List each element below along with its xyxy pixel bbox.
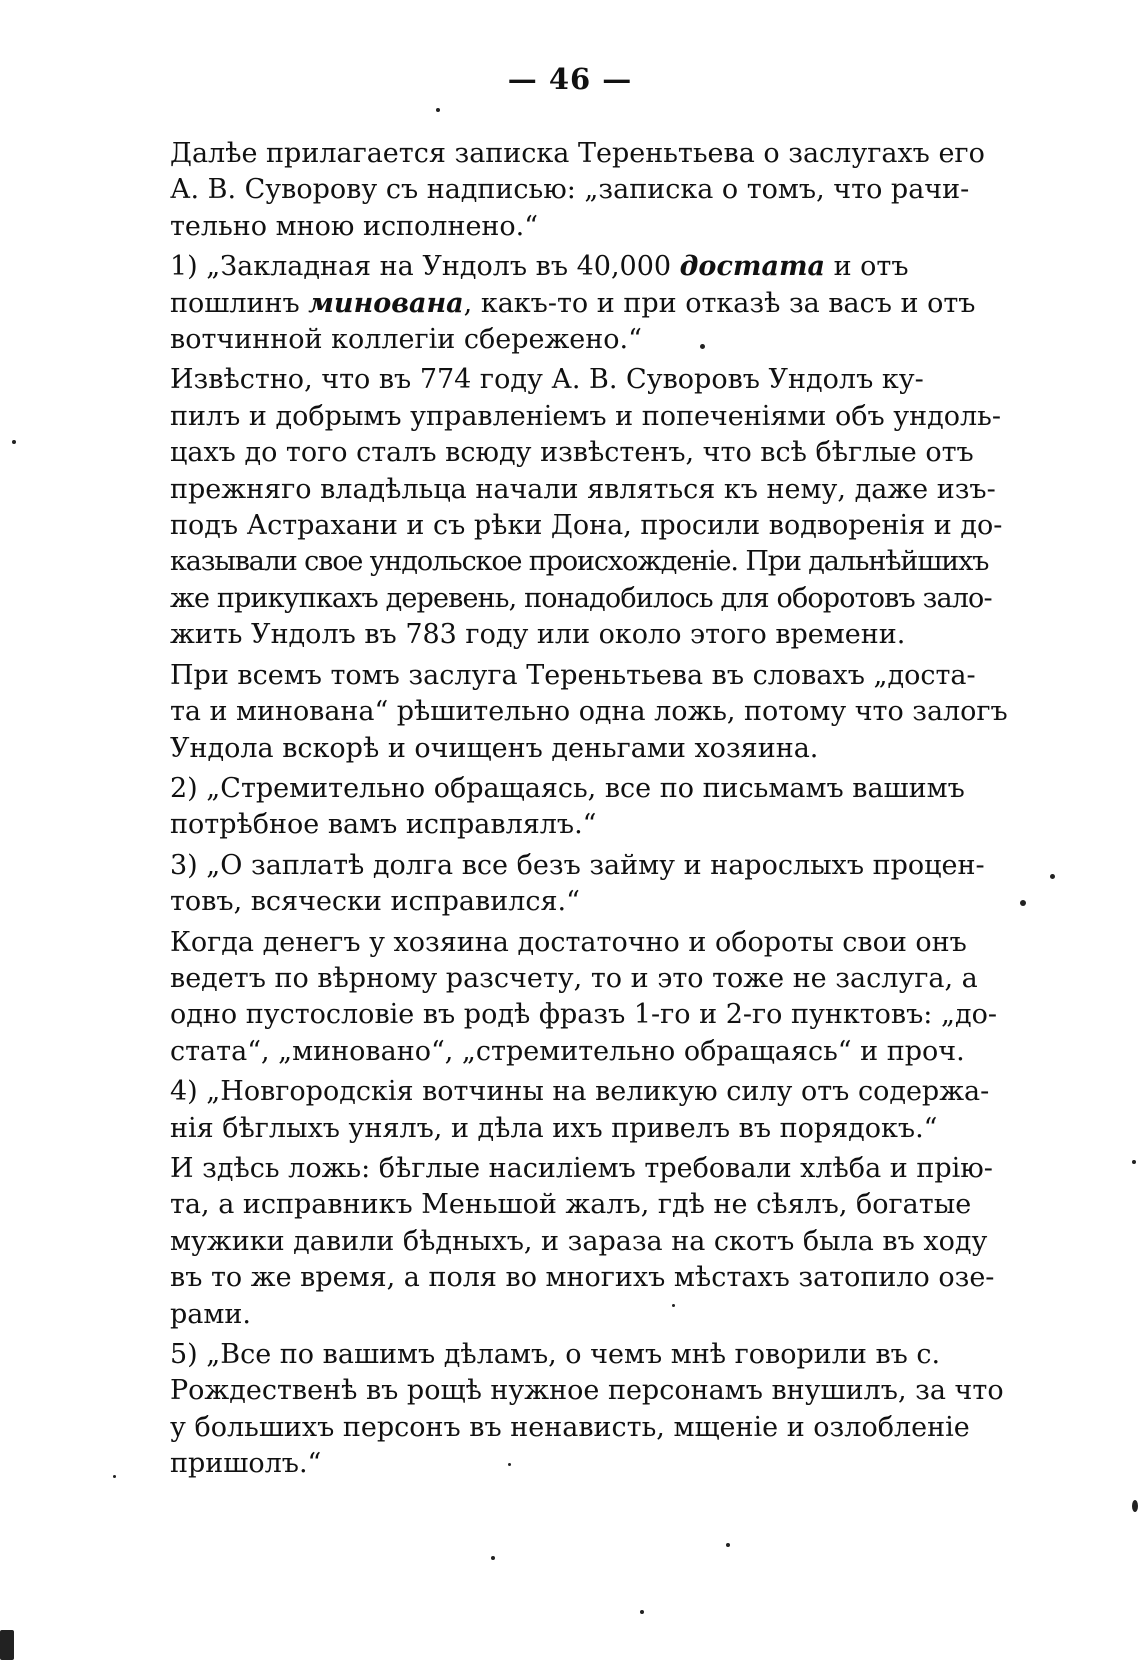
text-segment: и отъ (825, 251, 909, 283)
text-line: цахъ до того сталъ всюду извѣстенъ, что всѣ бѣглые отъ (170, 437, 974, 469)
text-line: Далѣе прилагается записка Тереньтьева о заслугахъ его (170, 138, 985, 169)
text-line: мужики давили бѣдныхъ, и зараза на скотъ была въ ходу (170, 1225, 988, 1257)
print-speck (436, 108, 440, 112)
paragraph (140, 658, 1008, 767)
text-line: нія бѣглыхъ унялъ, и дѣла ихъ привелъ въ порядокъ.“ (170, 1112, 938, 1144)
print-speck (700, 344, 705, 349)
text-line: Извѣстно, что въ 774 году А. В. Суворовъ Ундолъ ку- (170, 364, 924, 396)
text-line (140, 249, 1008, 285)
text-line: вотчинной коллегіи сбережено.“ (170, 324, 642, 356)
text-line: 3) „О заплатѣ долга все безъ займу и нарослыхъ процен- (170, 849, 985, 881)
text-line: въ то же время, а поля во многихъ мѣстахъ затопило озе- (170, 1262, 995, 1294)
print-speck (1020, 900, 1026, 906)
text-segment: пошлинъ (170, 287, 309, 319)
text-line: же прикупкахъ деревень, понадобилось для оборотовъ зало- (170, 582, 992, 614)
text-line: стата“, „миновано“, „стремительно обращаясь“ и проч. (170, 1035, 965, 1067)
text-line: 5) „Все по вашимъ дѣламъ, о чемъ мнѣ говорили въ с. (170, 1339, 941, 1370)
text-line: та, а исправникъ Меньшой жалъ, гдѣ не сѣялъ, богатые (170, 1189, 972, 1221)
text-line: Когда денегъ у хозяина достаточно и обороты свои онъ (170, 926, 967, 958)
page-number: — 46 — (507, 62, 633, 96)
paragraph (140, 136, 1008, 245)
paragraph (140, 362, 1008, 653)
text-line: ведетъ по вѣрному разсчету, то и это тоже не заслуга, а (170, 962, 978, 994)
text-line: пришолъ.“ (170, 1448, 322, 1480)
paragraph (140, 848, 1008, 921)
text-line: 4) „Новгородскія вотчины на великую силу отъ содержа- (170, 1076, 990, 1108)
emphasized-word: минована (308, 287, 464, 319)
emphasized-word: достата (679, 251, 826, 283)
text-line: жить Ундолъ въ 783 году или около этого времени. (170, 619, 906, 651)
paragraph (140, 249, 1008, 358)
text-line: у большихъ персонъ въ ненависть, мщеніе и озлобленіе (170, 1411, 970, 1443)
print-speck (1050, 874, 1055, 879)
paragraph (140, 1151, 1008, 1333)
text-line: та и минована“ рѣшительно одна ложь, потому что залогъ (170, 696, 1008, 728)
print-speck (1132, 1160, 1136, 1164)
paragraph (140, 925, 1008, 1071)
text-line: Ундола вскорѣ и очищенъ деньгами хозяина. (170, 732, 819, 764)
text-line: тельно мною исполнено.“ (170, 210, 539, 242)
text-line: При всемъ томъ заслуга Тереньтьева въ словахъ „доста- (170, 659, 976, 691)
print-speck (672, 1304, 675, 1307)
paragraph (140, 771, 1008, 844)
text-line: товъ, всячески исправился.“ (170, 886, 580, 918)
print-speck (491, 1556, 495, 1560)
text-line: потрѣбное вамъ исправлялъ.“ (170, 809, 597, 841)
body-text (140, 136, 1008, 1487)
text-line (140, 286, 1008, 322)
text-line: 2) „Стремительно обращаясь, все по письмамъ вашимъ (170, 772, 965, 804)
print-speck (508, 1463, 511, 1466)
print-speck (12, 440, 16, 444)
text-line: подъ Астрахани и съ рѣки Дона, просили водворенія и до- (170, 510, 1003, 542)
text-segment: , какъ-то и при отказѣ за васъ и отъ (463, 287, 976, 319)
text-line: одно пустословіе въ родѣ фразъ 1-го и 2-го пунктовъ: „до- (170, 999, 997, 1031)
text-line: прежняго владѣльца начали являться къ нему, даже изъ- (170, 473, 996, 505)
text-line: рами. (170, 1298, 251, 1330)
print-speck (1132, 1500, 1138, 1512)
print-speck (113, 1475, 116, 1478)
text-segment: 1) „Закладная на Ундолъ въ 40,000 (170, 251, 680, 283)
text-line: А. В. Суворову съ надписью: „записка о томъ, что рачи- (170, 174, 970, 206)
paragraph (140, 1074, 1008, 1147)
print-speck (640, 1610, 644, 1614)
text-line: пилъ и добрымъ управленіемъ и попеченіями объ ундоль- (170, 400, 1002, 432)
print-speck (0, 1630, 14, 1660)
print-speck (726, 1543, 730, 1547)
text-line: И здѣсь ложь: бѣглые насиліемъ требовали хлѣба и прію- (170, 1152, 993, 1184)
text-line: Рождественѣ въ рощѣ нужное персонамъ внушилъ, за что (170, 1375, 1004, 1407)
text-line: казывали свое ундольское происхожденіе. При дальнѣйшихъ (170, 546, 989, 578)
paragraph (140, 1337, 1008, 1483)
